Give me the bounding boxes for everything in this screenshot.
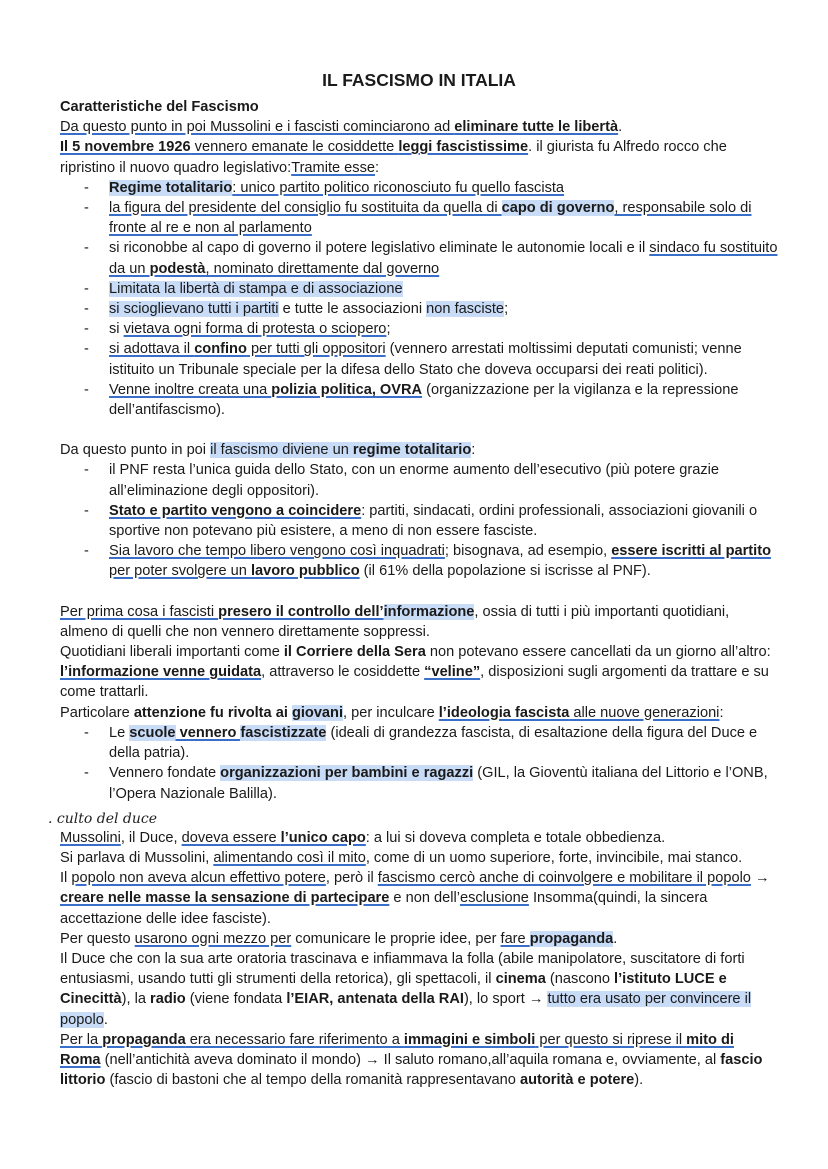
list-item: - Venne inoltre creata una polizia politica, OVRA (organizzazione per la vigilanza e la repressione dell’antifascismo). bbox=[84, 380, 778, 420]
list-item: - si vietava ogni forma di protesta o sciopero; bbox=[84, 319, 778, 339]
youth-paragraph: Particolare attenzione fu rivolta ai giovani, per inculcare l’ideologia fascista alle nuove generazioni: bbox=[60, 704, 724, 721]
list-item: - Limitata la libertà di stampa e di associazione bbox=[84, 279, 778, 299]
totalitarian-list bbox=[60, 460, 778, 581]
people-paragraph: Il popolo non aveva alcun effettivo potere, però il fascismo cercò anche di coinvolgere e mobilitare il popolo → creare nelle masse la sensazione di partecipare e non dell’esclusione Insomma(quindi, la sincera accettazione delle idee fasciste). bbox=[60, 870, 770, 927]
handwritten-note: . culto del duce bbox=[48, 810, 158, 827]
duce-paragraph-2: Si parlava di Mussolini, alimentando così il mito, come di un uomo superiore, forte, invincibile, mai stanco. bbox=[60, 849, 743, 866]
section2-intro: Da questo punto in poi il fascismo diviene un regime totalitario: bbox=[60, 442, 476, 459]
symbols-paragraph: Per la propaganda era necessario fare riferimento a immagini e simboli per questo si riprese il mito di Roma (nell’antichità aveva dominato il mondo) → Il saluto romano,all’aquila romana e, ovviamente, al fascio littorio (fascio di bastoni che al tempo della romanità rappresentavano autorità e potere). bbox=[60, 1031, 763, 1089]
youth-list bbox=[60, 723, 778, 804]
list-item: - Stato e partito vengono a coincidere: partiti, sindacati, ordini professionali, associazioni giovanili o sportive non potevano più esistere, a meno di non essere fasciste. bbox=[84, 501, 778, 541]
list-item: - si scioglievano tutti i partiti e tutte le associazioni non fasciste; bbox=[84, 299, 778, 319]
laws-list bbox=[60, 178, 778, 420]
duce-paragraph-1: Mussolini, il Duce, doveva essere l’unico capo: a lui si doveva completa e totale obbedienza. bbox=[60, 829, 666, 846]
list-item: - Le scuole vennero fascistizzate (ideali di grandezza fascista, di esaltazione della figura del Duce e della patria). bbox=[84, 723, 778, 763]
spacer bbox=[60, 420, 778, 440]
list-item: - la figura del presidente del consiglio fu sostituita da quella di capo di governo, responsabile solo di fronte al re e non al parlamento bbox=[84, 198, 778, 238]
list-item: - Vennero fondate organizzazioni per bambini e ragazzi (GIL, la Gioventù italiana del Littorio e l’ONB, l’Opera Nazionale Balilla). bbox=[84, 763, 778, 803]
information-paragraph-1: Per prima cosa i fascisti presero il controllo dell’informazione, ossia di tutti i più importanti quotidiani, almeno di quelli che non vennero direttamente soppressi. bbox=[60, 603, 730, 640]
list-item: - Regime totalitario: unico partito politico riconosciuto fu quello fascista bbox=[84, 178, 778, 198]
section-heading: Caratteristiche del Fascismo bbox=[60, 99, 259, 115]
spacer bbox=[60, 582, 778, 602]
intro-paragraph-2: Il 5 novembre 1926 vennero emanate le cosiddette leggi fascistissime. il giurista fu Alfredo rocco che ripristino il nuovo quadro legislativo:Tramite esse: bbox=[60, 139, 727, 176]
media-paragraph: Il Duce che con la sua arte oratoria trascinava e infiammava la folla (abile manipolatore, suscitatore di forti entusiasmi, usando tutti gli strumenti della retorica), gli spettacoli, il cinema (nascono l’istituto LUCE e Cinecittà), la radio (viene fondata l’EIAR, antenata della RAI), lo sport → tutto era usato per convincere il popolo. bbox=[60, 950, 752, 1028]
information-paragraph-2: Quotidiani liberali importanti come il Corriere della Sera non potevano essere cancellati da un giorno all’altro: l’informazione venne guidata, attraverso le cosiddette “veline”, disposizioni sugli argomenti da trattare e su come trattarli. bbox=[60, 644, 771, 701]
list-item: - si riconobbe al capo di governo il potere legislativo eliminate le autonomie locali e il sindaco fu sostituito da un podestà, nominato direttamente dal governo bbox=[84, 238, 778, 278]
list-item: - il PNF resta l’unica guida dello Stato, con un enorme aumento dell’esecutivo (più potere grazie all’eliminazione degli oppositori). bbox=[84, 460, 778, 500]
propaganda-paragraph: Per questo usarono ogni mezzo per comunicare le proprie idee, per fare propaganda. bbox=[60, 930, 618, 947]
document-title: IL FASCISMO IN ITALIA bbox=[322, 70, 516, 90]
list-item: - si adottava il confino per tutti gli oppositori (vennero arrestati moltissimi deputati comunisti; venne istituito un Tribunale speciale per la difesa dello Stato che doveva occuparsi dei reati politici). bbox=[84, 339, 778, 379]
list-item: - Sia lavoro che tempo libero vengono così inquadrati; bisognava, ad esempio, essere iscritti al partito per poter svolgere un lavoro pubblico (il 61% della popolazione si iscrisse al PNF). bbox=[84, 541, 778, 581]
intro-paragraph-1: Da questo punto in poi Mussolini e i fascisti cominciarono ad eliminare tutte le libertà. bbox=[60, 119, 623, 136]
